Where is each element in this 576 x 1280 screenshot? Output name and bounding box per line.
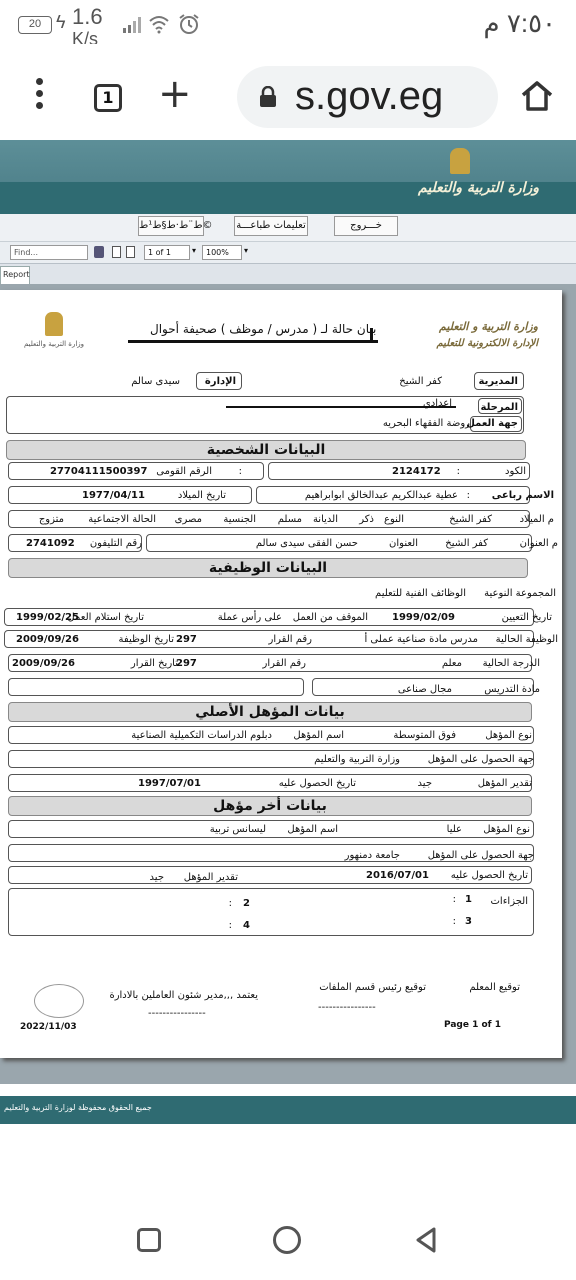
menu-icon[interactable] xyxy=(36,78,50,112)
qual-type-label: نوع المؤهل xyxy=(485,730,532,741)
birthplace-value: كفر الشيخ xyxy=(449,514,492,525)
export-icon[interactable] xyxy=(126,246,135,258)
find-input[interactable]: Find... xyxy=(10,245,88,260)
decision-no-value: 297 xyxy=(176,634,197,645)
address-gov-label: م العنوان xyxy=(519,538,558,549)
marital-value: متزوج xyxy=(38,514,64,525)
gender-label: النوع xyxy=(384,514,404,525)
qual-date-value: 1997/07/01 xyxy=(138,778,201,789)
name-value: عطية عبدالكريم عبدالخالق ابوابراهيم xyxy=(304,490,458,501)
alarm-icon xyxy=(178,13,200,35)
print-instructions-button[interactable]: تعليمات طباعـــة xyxy=(234,216,308,236)
tab-count: 1 xyxy=(102,88,114,107)
page-toolbar xyxy=(0,214,576,242)
approval-signature-line: ---------------- xyxy=(148,1008,206,1019)
report-page: وزارة التربية والتعليم وزارة التربية و التعليم الإدارة الالكترونية للتعليم بيان حالة لـ ( مدرس / موظف ) صحيفة أحوال المديرية كفر الشيخ الإدارة سيدى سالم المرحلة اعدادي جهة العمل روضة الفقهاء البحريه البيانات الشخصية الكود : 2124172 الرقم القومى : 27704111500397 الاسم رباعى : عطية عبدالكريم عبدالخالق ابوابراهيم تاريخ الميلاد 1977/04/11 م الميلاد كفر الشيخ النوع ذكر الديانة مسلم الجنسية مصرى الحالة الاجتماعية متزوج م العنوان كفر الشيخ العنوان حسن الفقى سيدى سالم رقم التليفون 2741092 البيانات الوظيفية المجموعة النوعية الوظائف الفنية للتعليم تاريخ التعيين 1999/02/09 الموقف من العمل على رأس عملة تاريخ استلام العمل 1999/02/25 الوظيفة الحالية مدرس مادة صناعية عملى أ رقم القرار 297 تاريخ الوظيفة 2009/09/26 الدرجة الحالية معلم رقم القرار 297 تاريخ القرار 2009/09/26 مادة التدريس مجال صناعى بيانات المؤهل الأصلي نوع المؤهل فوق المتوسطة اسم المؤهل دبلوم الدراسات التكميلية الصناعية جهة الحصول على المؤهل وزارة التربية والتعليم تقدير المؤهل جيد تاريخ الحصول عليه 1997/07/01 بيانات أخر مؤهل نوع المؤهل عليا اسم المؤهل ليسانس تربية جهة الحصول على المؤهل جامعة دمنهور تاريخ الحصول عليه 2016/07/01 تقدير المؤهل جيد الجزاءات 1 : 2 : 3 : 4 : توقيع المعلم توقيع رئيس قسم الملفات ---------------- يعتمد ,,,مدير شئون العاملين بالادارة ---------------- 2022/11/03 Page 1 of 1 xyxy=(0,290,562,1058)
subject-value: مجال صناعى xyxy=(397,684,452,695)
charging-icon: ϟ xyxy=(56,12,66,32)
redacted-bar xyxy=(226,400,456,408)
ministry-line-2: الإدارة الالكترونية للتعليم xyxy=(436,338,538,349)
signature-stamp xyxy=(34,984,84,1018)
religion-label: الديانة xyxy=(312,514,338,525)
url-text[interactable]: s.gov.eg xyxy=(295,74,444,118)
phone-value: 2741092 xyxy=(26,538,75,549)
hire-date-value: 1999/02/09 xyxy=(392,612,455,623)
last-source-value: جامعة دمنهور xyxy=(344,850,400,861)
ministry-line-1: وزارة التربية و التعليم xyxy=(439,320,538,333)
current-grade-value: معلم xyxy=(441,658,462,669)
teacher-signature-label: توقيع المعلم xyxy=(469,982,520,993)
last-date-label: تاريخ الحصول عليه xyxy=(450,870,528,881)
start-date-value: 1999/02/25 xyxy=(16,612,79,623)
stage-label: المرحلة xyxy=(480,402,518,413)
penalties-label: الجزاءات xyxy=(490,896,528,907)
clock: ٧:٥٠ م xyxy=(483,8,556,38)
job-section-header: البيانات الوظيفية xyxy=(8,558,528,578)
decision-date-value: 2009/09/26 xyxy=(12,658,75,669)
site-header xyxy=(0,140,576,214)
page-indicator: Page 1 of 1 xyxy=(444,1020,501,1030)
penalty-3: 3 xyxy=(465,916,472,927)
report-date: 2022/11/03 xyxy=(20,1022,77,1032)
qual-source-value: وزارة التربية والتعليم xyxy=(314,754,400,765)
last-grade-label: تقدير المؤهل xyxy=(183,872,238,883)
binoculars-icon[interactable] xyxy=(94,246,104,258)
copyright-text: جميع الحقوق محفوظة لوزارة التربية والتعليم xyxy=(4,1103,152,1112)
decision-no-2-value: 297 xyxy=(176,658,197,669)
speed-value: 1.6 xyxy=(72,4,103,29)
browser-toolbar xyxy=(0,58,576,140)
decision-no-label: رقم القرار xyxy=(268,634,312,645)
directorate-value: كفر الشيخ xyxy=(399,376,442,387)
qual-name-value: دبلوم الدراسات التكميلية الصناعية xyxy=(131,730,272,741)
ministry-logo-icon: وزارة التربية والتعليم xyxy=(10,312,98,372)
last-name-label: اسم المؤهل xyxy=(287,824,338,835)
last-source-label: جهة الحصول على المؤهل xyxy=(427,850,534,861)
signal-icon xyxy=(122,16,142,34)
wifi-icon xyxy=(148,14,170,34)
hr-approval-label: يعتمد ,,,مدير شئون العاملين بالادارة xyxy=(109,990,258,1001)
code-label: الكود xyxy=(505,466,526,477)
qual-date-label: تاريخ الحصول عليه xyxy=(278,778,356,789)
zoom-select[interactable]: 100% xyxy=(202,245,242,260)
print-button[interactable]: ط¨ط·ط§ط¹ط© xyxy=(138,216,204,236)
address-bar[interactable] xyxy=(237,66,498,128)
report-viewer-toolbar xyxy=(0,242,576,264)
birthdate-value: 1977/04/11 xyxy=(82,490,145,501)
directorate-label: المديرية xyxy=(478,376,518,387)
tab-report[interactable]: Report xyxy=(0,266,30,284)
work-status-value: على رأس عملة xyxy=(217,612,282,623)
name-label: الاسم رباعى xyxy=(491,490,554,501)
empty-field-box xyxy=(8,678,304,696)
nationality-value: مصرى xyxy=(174,514,202,525)
back-button[interactable] xyxy=(412,1226,440,1254)
job-group-value: الوظائف الفنية للتعليم xyxy=(375,588,466,599)
home-button[interactable] xyxy=(273,1226,301,1254)
lock-icon[interactable] xyxy=(259,86,277,108)
penalty-4: 4 xyxy=(243,920,250,931)
subject-label: مادة التدريس xyxy=(484,684,540,695)
decision-no-2-label: رقم القرار xyxy=(262,658,306,669)
religion-value: مسلم xyxy=(277,514,302,525)
site-logo-text: وزارة التربية والتعليم xyxy=(418,180,540,196)
workplace-label: جهة العمل xyxy=(466,418,518,429)
original-qualification-header: بيانات المؤهل الأصلي xyxy=(8,702,532,722)
page-icon[interactable] xyxy=(112,246,121,258)
birthplace-label: م الميلاد xyxy=(519,514,554,525)
last-grade-value: جيد xyxy=(149,872,164,883)
battery-level: 20 xyxy=(28,18,42,30)
gender-value: ذكر xyxy=(359,514,374,525)
workplace-value: روضة الفقهاء البحريه xyxy=(382,418,470,429)
current-job-value: مدرس مادة صناعية عملى أ xyxy=(364,634,478,645)
decision-date-label: تاريخ القرار xyxy=(130,658,178,669)
network-speed xyxy=(72,4,103,44)
viewer-scrollbar[interactable] xyxy=(0,1084,576,1096)
address-label: العنوان xyxy=(389,538,418,549)
phone-label: رقم التليفون xyxy=(89,538,142,549)
system-nav-bar xyxy=(0,1204,576,1280)
battery-icon xyxy=(18,16,52,34)
national-id-label: الرقم القومى xyxy=(156,466,212,477)
administration-label: الإدارة xyxy=(204,376,236,387)
start-date-label: تاريخ استلام العمل xyxy=(67,612,144,623)
last-type-label: نوع المؤهل xyxy=(483,824,530,835)
penalty-1: 1 xyxy=(465,894,472,905)
administration-value: سيدى سالم xyxy=(131,376,180,387)
stage-value: اعدادي xyxy=(422,398,452,409)
report-title: بيان حالة لـ ( مدرس / موظف ) صحيفة أحوال xyxy=(150,322,377,336)
recent-apps-button[interactable] xyxy=(137,1228,161,1252)
home-icon[interactable] xyxy=(520,80,554,112)
national-id-value: 27704111500397 xyxy=(50,466,148,477)
title-underline xyxy=(128,340,378,343)
current-job-label: الوظيفة الحالية xyxy=(495,634,558,645)
qual-name-label: اسم المؤهل xyxy=(293,730,344,741)
address-gov-value: كفر الشيخ xyxy=(445,538,488,549)
last-type-value: عليا xyxy=(446,824,462,835)
hire-date-label: تاريخ التعيين xyxy=(501,612,552,623)
work-status-label: الموقف من العمل xyxy=(292,612,368,623)
personal-section-header: البيانات الشخصية xyxy=(6,440,526,460)
files-head-signature-label: توقيع رئيس قسم الملفات xyxy=(319,982,426,993)
job-date-label: تاريخ الوظيفة xyxy=(118,634,174,645)
qual-grade-label: تقدير المؤهل xyxy=(477,778,532,789)
exit-button[interactable]: خـــروج xyxy=(334,216,398,236)
page-selector[interactable]: 1 of 1 xyxy=(144,245,190,260)
job-date-value: 2009/09/26 xyxy=(16,634,79,645)
code-value: 2124172 xyxy=(392,466,441,477)
current-grade-label: الدرجة الحالية xyxy=(482,658,540,669)
qual-type-value: فوق المتوسطة xyxy=(393,730,456,741)
address-value: حسن الفقى سيدى سالم xyxy=(255,538,358,549)
status-bar xyxy=(0,0,576,58)
marital-label: الحالة الاجتماعية xyxy=(88,514,156,525)
tab-switcher-button[interactable] xyxy=(94,84,122,112)
zoom-dropdown-icon[interactable]: ▾ xyxy=(244,246,249,255)
qual-source-label: جهة الحصول على المؤهل xyxy=(427,754,534,765)
speed-unit: K/s xyxy=(72,30,99,44)
nationality-label: الجنسية xyxy=(223,514,256,525)
last-qualification-header: بيانات أخر مؤهل xyxy=(8,796,532,816)
qual-grade-value: جيد xyxy=(417,778,432,789)
eagle-logo-icon xyxy=(450,148,470,174)
site-footer xyxy=(0,1096,576,1124)
new-tab-icon[interactable]: + xyxy=(158,71,192,117)
files-signature-line: ---------------- xyxy=(318,1002,376,1013)
penalty-2: 2 xyxy=(243,898,250,909)
dropdown-arrow-icon[interactable]: ▾ xyxy=(192,246,197,255)
job-group-label: المجموعة النوعية xyxy=(484,588,556,599)
last-date-value: 2016/07/01 xyxy=(366,870,429,881)
birthdate-label: تاريخ الميلاد xyxy=(177,490,226,501)
last-name-value: ليسانس تربية xyxy=(209,824,266,835)
report-tab-bar xyxy=(0,264,576,284)
